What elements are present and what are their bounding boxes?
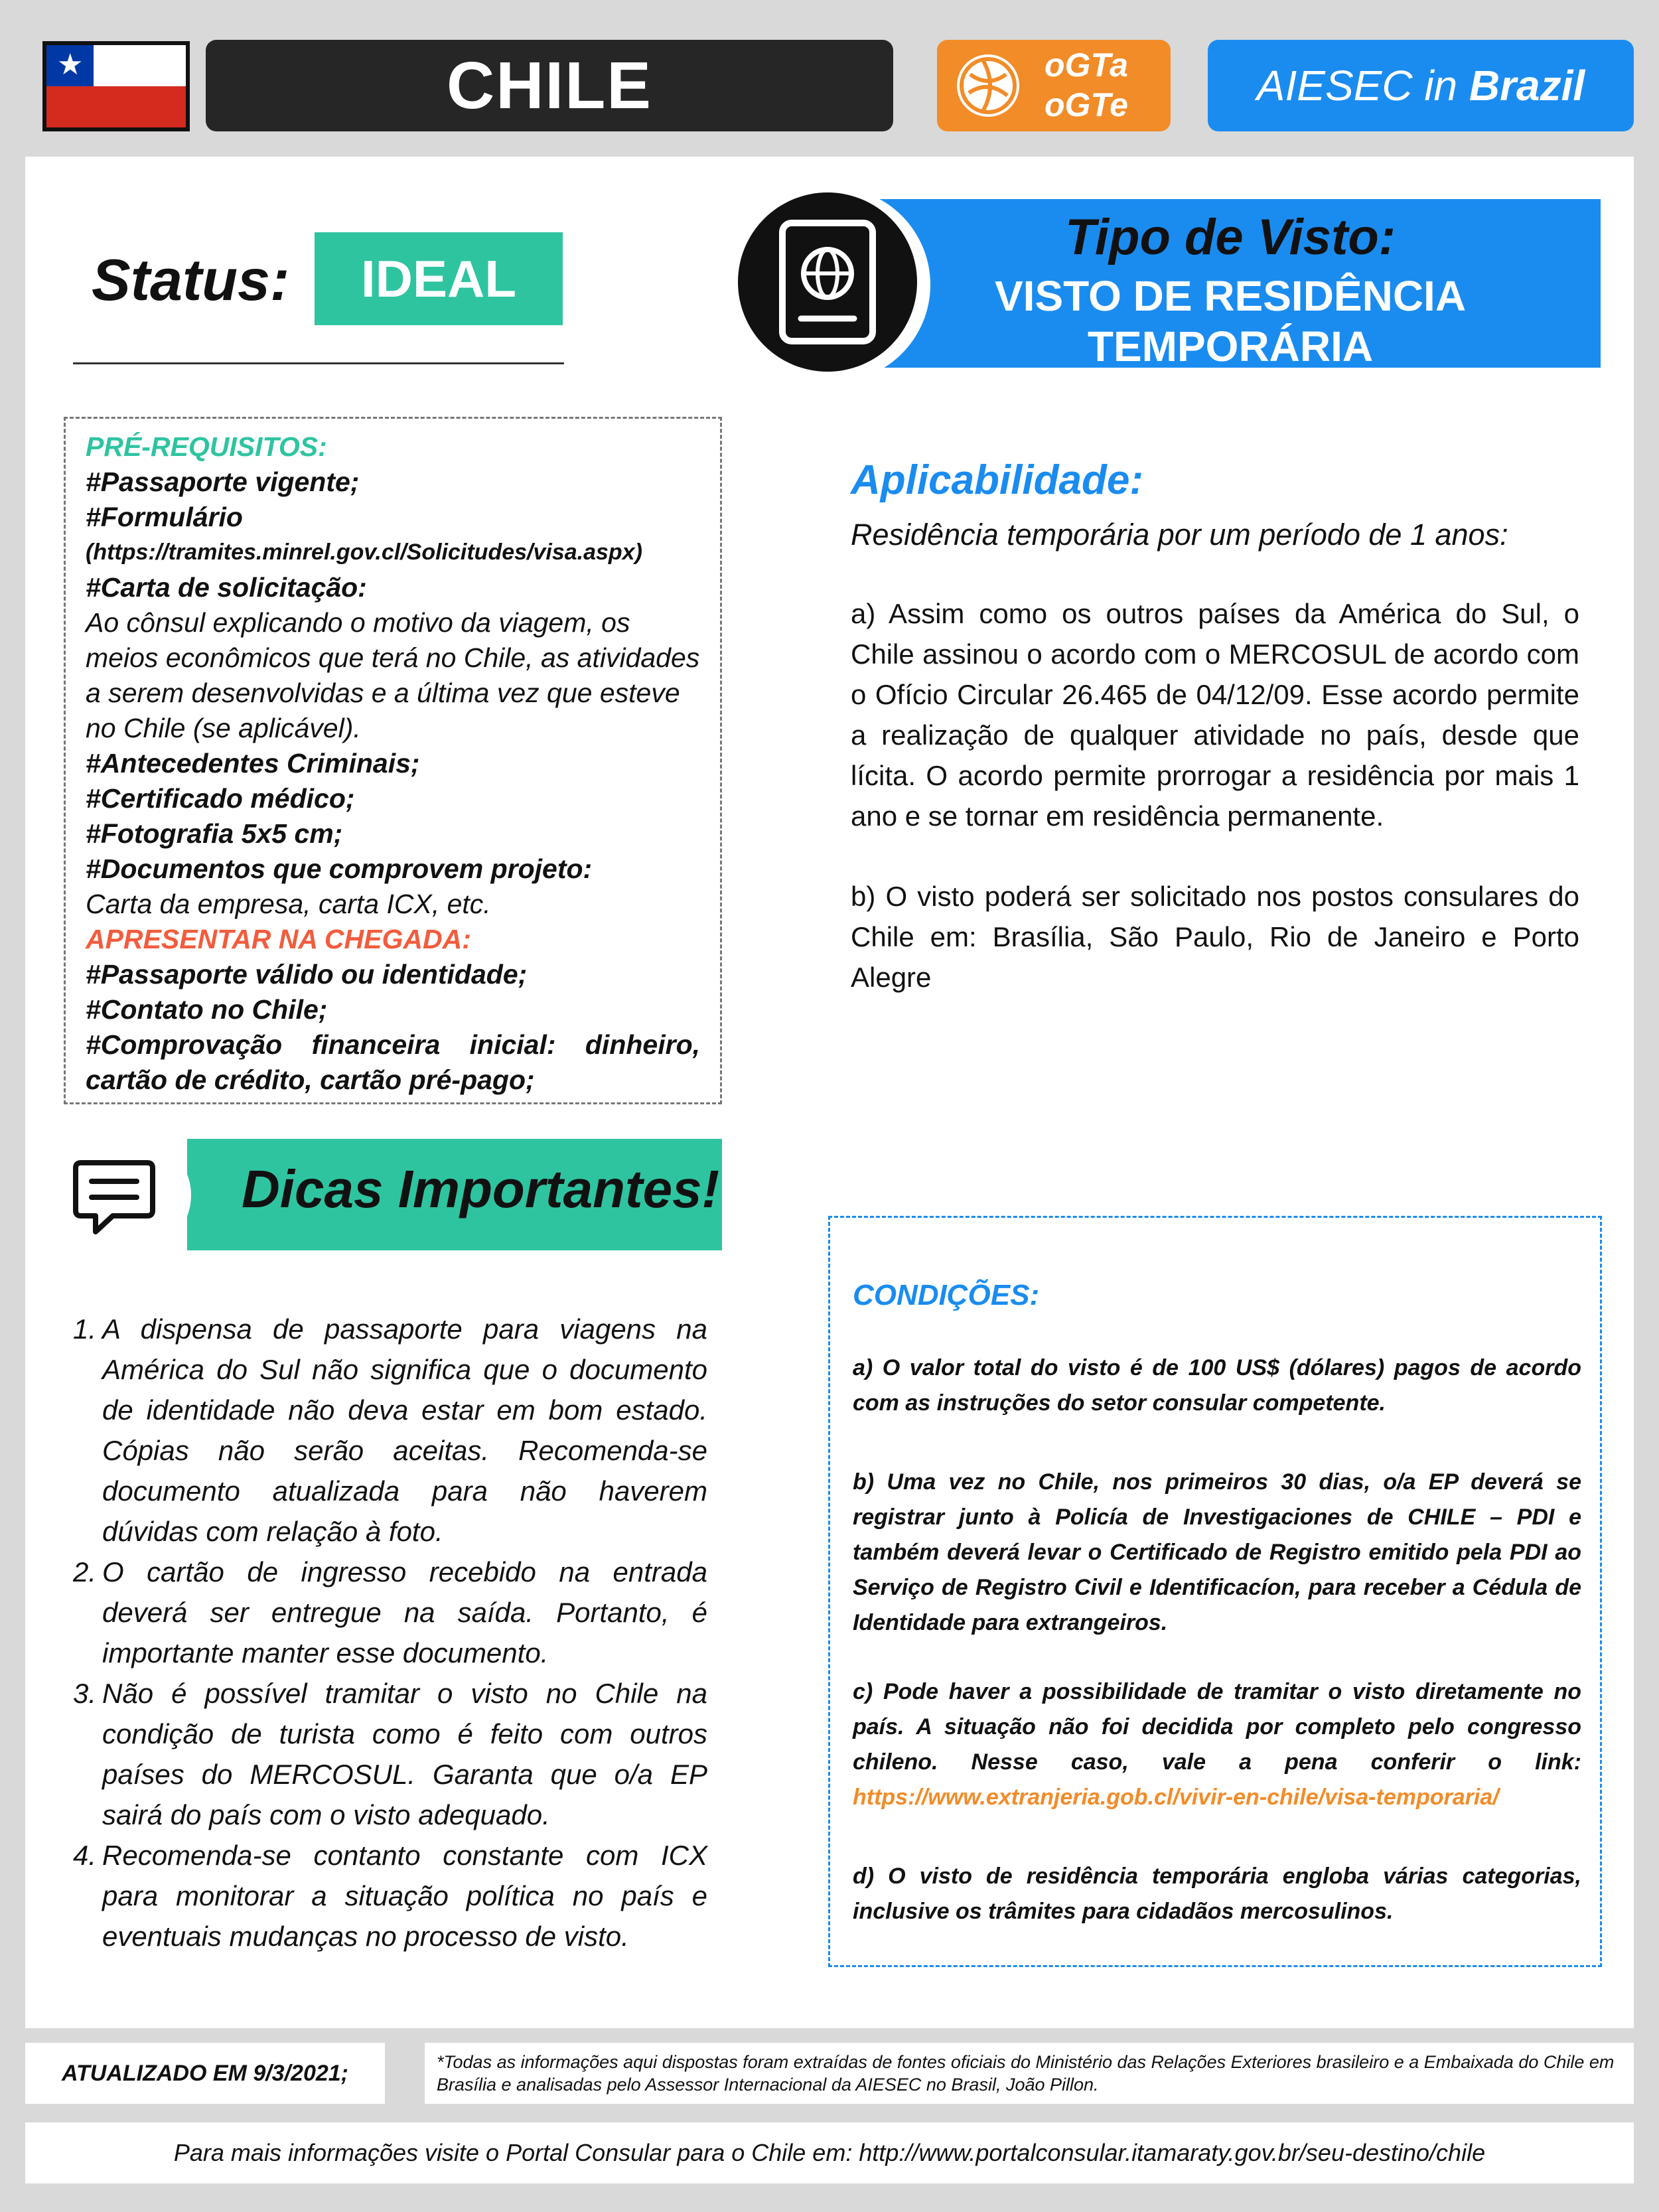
prereq-letter: #Carta de solicitação: xyxy=(86,572,367,603)
prereq-project-docs-desc: Carta da empresa, carta ICX, etc. xyxy=(86,889,491,919)
ogt-globe-logo-icon xyxy=(957,54,1019,117)
passport-icon xyxy=(738,192,917,372)
prereq-form: #Formulário xyxy=(86,502,243,532)
applicability-item-b: b) O visto poderá ser solicitado nos postos consulares do Chile em: Brasília, São Paulo, Rio de Janeiro e Porto Alegre xyxy=(851,881,1579,993)
condition-item-d: d) O visto de residência temporária engloba várias categorias, inclusive os trâmites para cidadãos mercosulinos. xyxy=(853,1864,1581,1924)
condition-item-c: c) Pode haver a possibilidade de tramitar o visto diretamente no país. A situação não foi decidida por completo pelo congresso chileno. Nesse caso, vale a pena conferir o link: https://www.extranjeria.gob.cl/vivir-en-chile/visa-temporaria/ xyxy=(853,1679,1581,1810)
condition-item-b: b) Uma vez no Chile, nos primeiros 30 dias, o/a EP deverá se registrar junto à Policía de Investigaciones de CHILE – PDI e também deverá levar o Certificado de Registro emitido pela PDI ao Serviço de Registro Civil e Identificacíon, para receber a Cédula de Identidade para extrangeiros. xyxy=(853,1469,1581,1635)
status-divider xyxy=(73,362,564,364)
prerequisites-heading: PRÉ-REQUISITOS: xyxy=(86,431,327,462)
condition-item-a: a) O valor total do visto é de 100 US$ (dólares) pagos de acordo com as instruções do setor consular competente. xyxy=(853,1355,1581,1416)
arrival-contact: #Contato no Chile; xyxy=(86,994,328,1025)
aiesec-prefix: AIESEC in xyxy=(1256,62,1458,110)
prerequisites-box xyxy=(64,417,722,1104)
extranjeria-link[interactable]: https://www.extranjeria.gob.cl/vivir-en-chile/visa-temporaria/ xyxy=(853,1785,1499,1810)
tip-item: 1. A dispensa de passaporte para viagens na América do Sul não significa que o documento de identidade não deva estar em bom estado. Cópias não serão aceitas. Recomenda-se documento atualizada para não haverem dúvidas com relação à foto. xyxy=(73,1313,707,1547)
status-badge: IDEAL xyxy=(315,232,563,325)
more-info-link[interactable]: Para mais informações visite o Portal Consular para o Chile em: http://www.portalconsular.itamaraty.gov.br/seu-destino/chile xyxy=(25,2122,1634,2183)
prereq-medical: #Certificado médico; xyxy=(86,783,355,814)
tips-title: Dicas Importantes! xyxy=(242,1159,720,1218)
conditions-box xyxy=(828,1216,1602,1967)
arrival-heading: APRESENTAR NA CHEGADA: xyxy=(86,924,471,954)
prereq-letter-desc: Ao cônsul explicando o motivo da viagem, os meios econômicos que terá no Chile, as atividades a serem desenvolvidas e a última vez que esteve no Chile (se aplicável). xyxy=(86,607,700,743)
conditions-title: CONDIÇÕES: xyxy=(853,1279,1040,1311)
visa-type-banner xyxy=(860,199,1601,368)
prereq-project-docs: #Documentos que comprovem projeto: xyxy=(86,853,593,884)
tips-list xyxy=(73,1309,707,1956)
visa-type-name xyxy=(860,271,1601,372)
updated-date: ATUALIZADO EM 9/3/2021; xyxy=(25,2043,385,2104)
prereq-criminal: #Antecedentes Criminais; xyxy=(86,748,420,778)
chat-bubble-icon xyxy=(72,1159,157,1242)
ogt-line-1: oGTa xyxy=(1045,46,1128,84)
country-title: CHILE xyxy=(206,40,893,131)
visa-type-title: Tipo de Visto: xyxy=(1064,209,1396,265)
status-label: Status: xyxy=(92,247,290,313)
ogt-text xyxy=(1045,45,1128,125)
tip-item: 4. Recomenda-se contanto constante com ICX para monitorar a situação política no país e eventuais mudanças no processo de visto. xyxy=(73,1840,707,1952)
prereq-passport: #Passaporte vigente; xyxy=(86,467,360,497)
applicability-subtitle: Residência temporária por um período de 1 anos: xyxy=(851,518,1508,552)
ogt-badge xyxy=(937,40,1171,131)
aiesec-brazil-badge xyxy=(1208,40,1634,131)
applicability-title: Aplicabilidade: xyxy=(851,457,1143,503)
visa-type-line-1: VISTO DE RESIDÊNCIA xyxy=(994,272,1467,320)
chile-flag-icon: ★ xyxy=(42,41,190,131)
tips-banner xyxy=(187,1139,722,1250)
applicability-item-a: a) Assim como os outros países da América do Sul, o Chile assinou o acordo com o MERCOSUL de acordo com o Ofício Circular 26.465 de 04/12/09. Esse acordo permite a realização de qualquer atividade no país, desde que lícita. O acordo permite prorrogar a residência por mais 1 ano e se tornar em residência permanente. xyxy=(851,598,1579,832)
ogt-line-2: oGTe xyxy=(1045,86,1128,123)
tip-item: 3. Não é possível tramitar o visto no Chile na condição de turista como é feito com outros países do MERCOSUL. Garanta que o/a EP sairá do país com o visto adequado. xyxy=(73,1678,707,1830)
prereq-photo: #Fotografia 5x5 cm; xyxy=(86,818,343,849)
arrival-passport: #Passaporte válido ou identidade; xyxy=(86,959,528,990)
disclaimer: *Todas as informações aqui dispostas foram extraídas de fontes oficiais do Ministério das Relações Exteriores brasileiro e a Embaixada do Chile em Brasília e analisadas pelo Assessor Internacional da AIESEC no Brasil, João Pillon. xyxy=(425,2043,1634,2104)
arrival-financial: #Comprovação financeira inicial: dinheiro, cartão de crédito, cartão pré-pago; xyxy=(86,1029,700,1095)
tip-item: 2. O cartão de ingresso recebido na entrada deverá ser entregue na saída. Portanto, é importante manter esse documento. xyxy=(73,1556,707,1668)
aiesec-country: Brazil xyxy=(1469,62,1585,110)
visa-type-line-2: TEMPORÁRIA xyxy=(1087,323,1374,370)
prereq-form-url: (https://tramites.minrel.gov.cl/Solicitudes/visa.aspx) xyxy=(86,540,642,565)
